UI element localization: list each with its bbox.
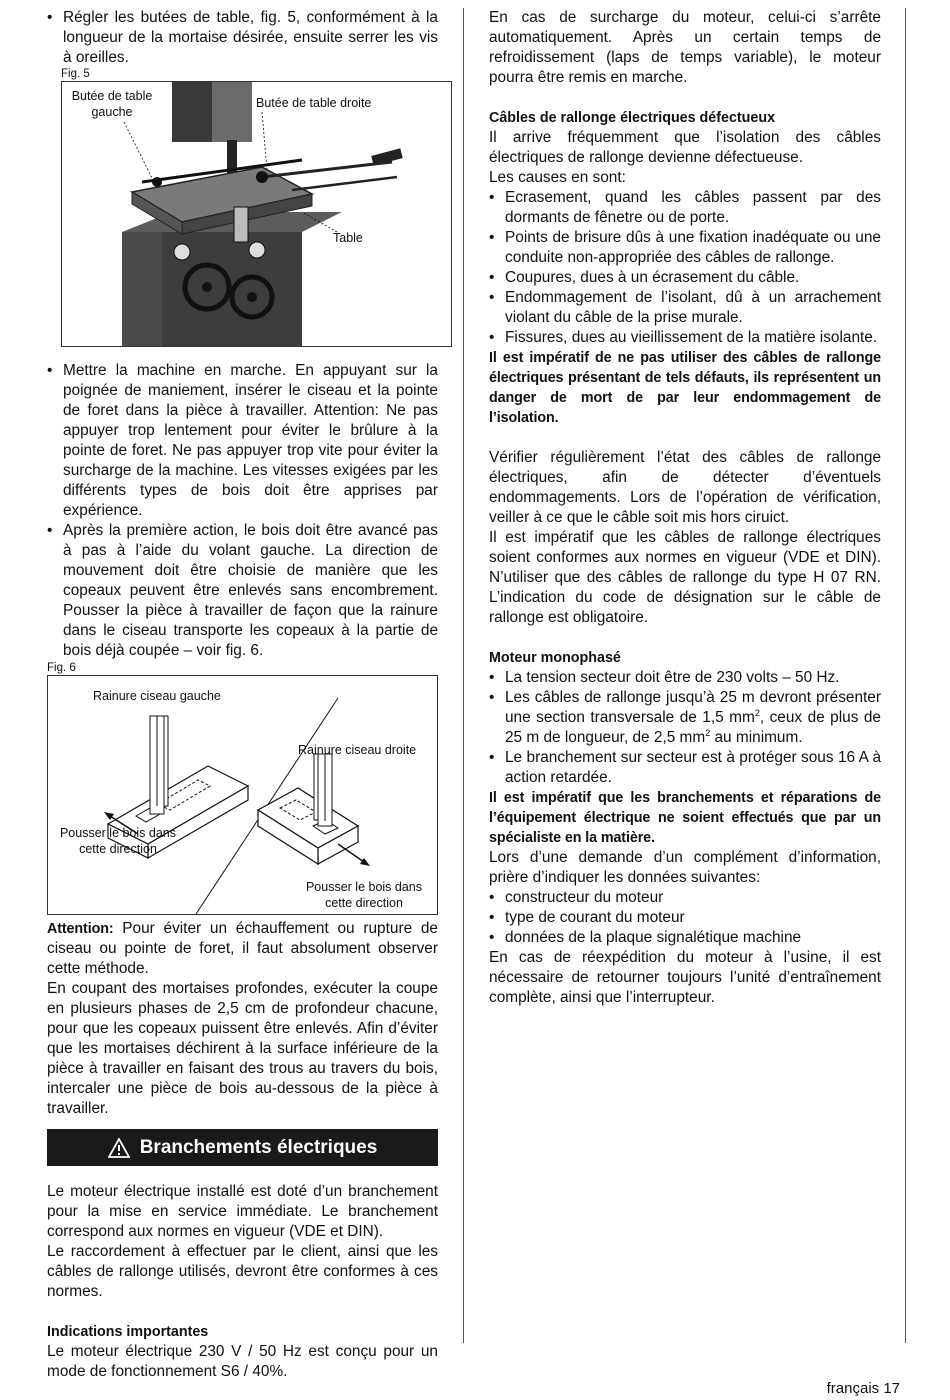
fig6-label: Fig. 6 [47,662,76,674]
fig6-push-right-line1: Pousser le bois dans [305,880,423,894]
section-banner-electrical [47,1129,438,1166]
page-footer: français 17 [826,1380,900,1397]
superscript: 2 [754,707,760,718]
bullet-advance-wood: • Après la première action, le bois doit être avancé pas à pas à l’aide du volant gauche. La direction de mouvement doit être choisie de manière que les copeaux peuvent être enlevés sans encombrement. Pousser la pièce à travailler de façon que la rainure dans le ciseau transporte les copeaux à la partie de bois déjà coupée – voir fig. 6. [47,521,438,661]
list-item-cable-section [489,688,881,748]
right-column [489,8,881,1008]
para-causes-intro: Les causes en sont: [489,169,626,186]
para-info-request: Lors d’une demande d’un complément d’information, prière d’indiquer les données suivantes: [489,849,881,886]
cable-section-text-2: , ceux de plus de 25 m de longueur, de 2,5 mm [505,709,881,746]
attention-text: Pour éviter un échauffement ou rupture de ciseau ou pointe de foret, il faut absolument observer cette méthode. [47,920,438,977]
superscript: 2 [705,727,711,738]
fig6-push-left-line1: Pousser le bois dans [59,826,177,840]
heading-cables: Câbles de rallonge électriques défectueux [489,110,776,126]
fig5-callout-table: Table [333,231,363,245]
list-item: • Endommagement de l’isolant, dû à un arrachement violant du câble de la prise murale. [489,288,881,328]
fig5-callout-right: Butée de table droite [256,96,372,110]
fig5-machine-illustration [62,82,451,346]
figure-5 [61,81,452,347]
fig6-push-right-line2: cette direction [325,896,403,910]
fig5-callout-left-line2: gauche [91,105,133,119]
para-deep-mortises: En coupant des mortaises profondes, exécuter la coupe en plusieurs phases de 2,5 cm de profondeur chacune, pour que les copeaux puissent être enlevés. Afin d’éviter que les mortaises déchirent à la surface inférieure de la pièce à travailler en faisant des trous au travers du bois, intercaler une pièce de bois au-dessous de la pièce à travailler. [47,980,438,1117]
para-motor-installed: Le moteur électrique installé est doté d’un branchement pour la mise en service immédiate. Le branchement correspond aux normes en vigueur (VDE et DIN). [47,1183,438,1240]
list-item: • constructeur du moteur [489,888,881,908]
para-overload: En cas de surcharge du moteur, celui-ci s’arrête automatiquement. Après un certain temps de refroidissement (laps de temps variable), le moteur pourra être remis en marche. [489,9,881,86]
para-important: Le moteur électrique 230 V / 50 Hz est conçu pour un mode de fonctionnement S6 / 40%. [47,1343,438,1380]
column-divider-left [463,8,464,1343]
fig6-left-groove-label: Rainure ciseau gauche [93,689,221,703]
list-item: • Points de brisure dûs à une fixation inadéquate ou une conduite non-appropriée des câbles de rallonge. [489,228,881,268]
cable-section-text-3: au minimum. [710,729,803,746]
attention-paragraph [47,919,438,979]
fig5-label: Fig. 5 [61,68,90,80]
para-client-connection: Le raccordement à effectuer par le client, ainsi que les câbles de rallonge utilisés, devront être conformes à ces normes. [47,1243,438,1300]
heading-single-phase: Moteur monophasé [489,650,621,666]
attention-label: Attention: [47,921,114,937]
list-item: • type de courant du moteur [489,908,881,928]
list-item: • Coupures, dues à un écrasement du câble. [489,268,881,288]
list-item: • données de la plaque signalétique machine [489,928,881,948]
list-item: • La tension secteur doit être de 230 volts – 50 Hz. [489,668,881,688]
fig6-push-left-line2: cette direction [79,842,157,856]
warning-cables: Il est impératif de ne pas utiliser des câbles de rallonge électriques présentant de tels défauts, ils représentent un danger de mort de par leur endommagement de l’isolation. [489,350,881,426]
para-cables-intro: Il arrive fréquemment que l’isolation des câbles électriques de rallonge devienne défectueuse. [489,129,881,166]
bullet-start-machine: • Mettre la machine en marche. En appuyant sur la poignée de maniement, insérer le ciseau et la pointe de foret dans la pièce à travailler. Attention: Ne pas appuyer trop lentement pour éviter le brûlure à la pointe de foret. Ne pas appuyer trop vite pour éviter la surcharge de la machine. Les vitesses exigées par les différents types de bois doit être apprises par expérience. [47,361,438,521]
warning-specialist: Il est impératif que les branchements et réparations de l’équipement électrique ne soient effectués que par un spécialiste en la matière. [489,790,881,846]
list-item: • Fissures, dues au vieillissement de la matière isolante. [489,328,881,348]
warning-triangle-icon [108,1138,130,1158]
para-return: En cas de réexpédition du moteur à l’usine, il est nécessaire de retourner toujours l’unité d’entraînement complète, ainsi que l’interrupteur. [489,949,881,1006]
section-title: Branchements électriques [139,1136,378,1158]
figure-6 [47,675,438,915]
para-verify: Vérifier régulièrement l’état des câbles de rallonge électriques, afin de détecter d’éventuels endommagements. Lors de l’opération de vérification, veiller à ce que le câble soit mis hors ciruict. [489,449,881,526]
fig6-mortise-illustration [48,676,437,914]
fig6-right-groove-label: Rainure ciseau droite [298,743,417,757]
left-column [47,8,438,1382]
heading-important: Indications importantes [47,1324,209,1340]
para-norms: Il est impératif que les câbles de rallonge électriques soient conformes aux normes en vigueur (VDE et DIN). N’utiliser que des câbles de rallonge du type H 07 RN. L’indication du code de désignation sur le câble de rallonge est obligatoire. [489,529,881,626]
cable-section-text-1: Les câbles de rallonge jusqu’à 25 m devront présenter une section transversale de 1,5 mm [505,689,881,726]
bullet-adjust-stops: • Régler les butées de table, fig. 5, conformément à la longueur de la mortaise désirée, ensuite serrer les vis à oreilles. [47,8,438,68]
list-item: • Ecrasement, quand les câbles passent par des dormants de fênetre ou de porte. [489,188,881,228]
list-item: • Le branchement sur secteur est à protéger sous 16 A à action retardée. [489,748,881,788]
fig5-callout-left-line1: Butée de table [71,89,153,103]
column-divider-right [905,8,906,1343]
